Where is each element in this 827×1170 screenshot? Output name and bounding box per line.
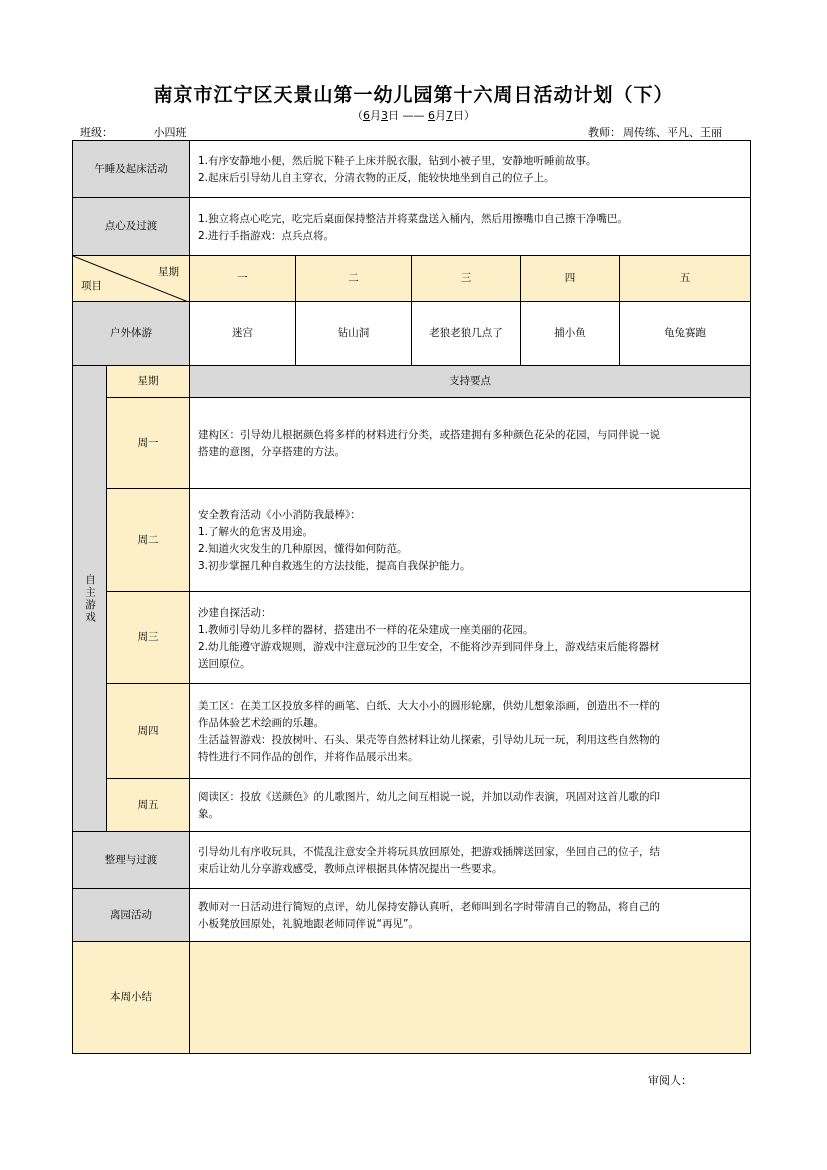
free-play-content-fri: 阅读区：投放《送颜色》的儿歌图片，幼儿之间互相说一说，并加以动作表演，巩固对这首儿歌的印 象。: [189, 778, 751, 832]
outdoor-game-thu: 捕小鱼: [520, 301, 620, 366]
outdoor-game-fri: 龟兔赛跑: [619, 301, 751, 366]
free-play-col-support: 支持要点: [189, 365, 751, 398]
free-play-day-wed: 周三: [106, 591, 190, 684]
header-day-tue: 二: [295, 255, 412, 302]
free-play-content-tue: 安全教育活动《小小消防我最棒》： 1.了解火的危害及用途。 2.知道火灾发生的几种原因，懂得如何防范。 3.初步掌握几种自救逃生的方法技能，提高自我保护能力。: [189, 488, 751, 592]
header-day-wed: 三: [411, 255, 521, 302]
header-item: 项目: [81, 280, 102, 292]
class-info: [80, 124, 223, 141]
tidy-label: 整理与过渡: [72, 831, 190, 889]
header-corner: [72, 255, 190, 302]
outdoor-game-wed: 老狼老狼几点了: [411, 301, 521, 366]
outdoor-game-tue: 钻山洞: [295, 301, 412, 366]
free-play-label: 自主游戏: [72, 365, 107, 832]
teacher-value: 周传练、平凡、王丽: [623, 126, 722, 139]
header-weekday: 星期: [158, 266, 179, 278]
leave-label: 离园活动: [72, 888, 190, 942]
free-play-day-thu: 周四: [106, 683, 190, 779]
teacher-label: 教师：: [588, 126, 621, 139]
free-play-day-mon: 周一: [106, 397, 190, 489]
outdoor-game-mon: 迷宫: [189, 301, 296, 366]
summary-label: 本周小结: [72, 941, 190, 1054]
nap-label: 午睡及起床活动: [72, 140, 190, 198]
free-play-content-thu: 美工区：在美工区投放多样的画笔、白纸、大大小小的圆形轮廓，供幼儿想象添画，创造出不一样的 作品体验艺术绘画的乐趣。 生活益智游戏：投放树叶、石头、果壳等自然材料让幼儿探索，引导幼儿玩一玩，利用这些自然物的 特性进行不同作品的创作，并将作品展示出来。: [189, 683, 751, 779]
free-play-day-tue: 周二: [106, 488, 190, 592]
class-value: 小四班: [117, 124, 223, 141]
free-play-day-fri: 周五: [106, 778, 190, 832]
summary-content[interactable]: [189, 941, 751, 1054]
header-day-fri: 五: [619, 255, 751, 302]
free-play-content-wed: 沙建自探活动： 1.教师引导幼儿多样的器材，搭建出不一样的花朵建成一座美丽的花园。 2.幼儿能遵守游戏规则，游戏中注意玩沙的卫生安全，不能将沙弄到同伴身上，游戏结束后能将器材 送回原位。: [189, 591, 751, 684]
snack-content: 1.独立将点心吃完，吃完后桌面保持整洁并将菜盘送入桶内，然后用擦嘴巾自己擦干净嘴巴。 2.进行手指游戏：点兵点将。: [189, 197, 751, 256]
tidy-content: 引导幼儿有序收玩具，不慌乱注意安全并将玩具放回原处，把游戏插牌送回家，坐回自己的位子，结 束后让幼儿分享游戏感受，教师点评根据具体情况提出一些要求。: [189, 831, 751, 889]
class-label: 班级：: [80, 126, 113, 139]
teacher-info: [588, 124, 724, 141]
page-title: 南京市江宁区天景山第一幼儿园第十六周日活动计划（下）: [153, 84, 674, 106]
date-range: （6月3日 —— 6月7日）: [352, 109, 475, 122]
header-day-thu: 四: [520, 255, 620, 302]
reviewer-label: 审阅人：: [648, 1074, 692, 1087]
nap-content: 1.有序安静地小便，然后脱下鞋子上床并脱衣服，钻到小被子里，安静地听睡前故事。 2.起床后引导幼儿自主穿衣，分清衣物的正反，能较快地坐到自己的位子上。: [189, 140, 751, 198]
snack-label: 点心及过渡: [72, 197, 190, 256]
free-play-col-weekday: 星期: [106, 365, 190, 398]
free-play-content-mon: 建构区：引导幼儿根据颜色将多样的材料进行分类，或搭建拥有多种颜色花朵的花园，与同伴说一说 搭建的意图，分享搭建的方法。: [189, 397, 751, 489]
outdoor-label: 户外体游: [72, 301, 190, 366]
header-day-mon: 一: [189, 255, 296, 302]
leave-content: 教师对一日活动进行简短的点评，幼儿保持安静认真听，老师叫到名字时带清自己的物品，将自己的 小板凳放回原处，礼貌地跟老师同伴说“再见”。: [189, 888, 751, 942]
